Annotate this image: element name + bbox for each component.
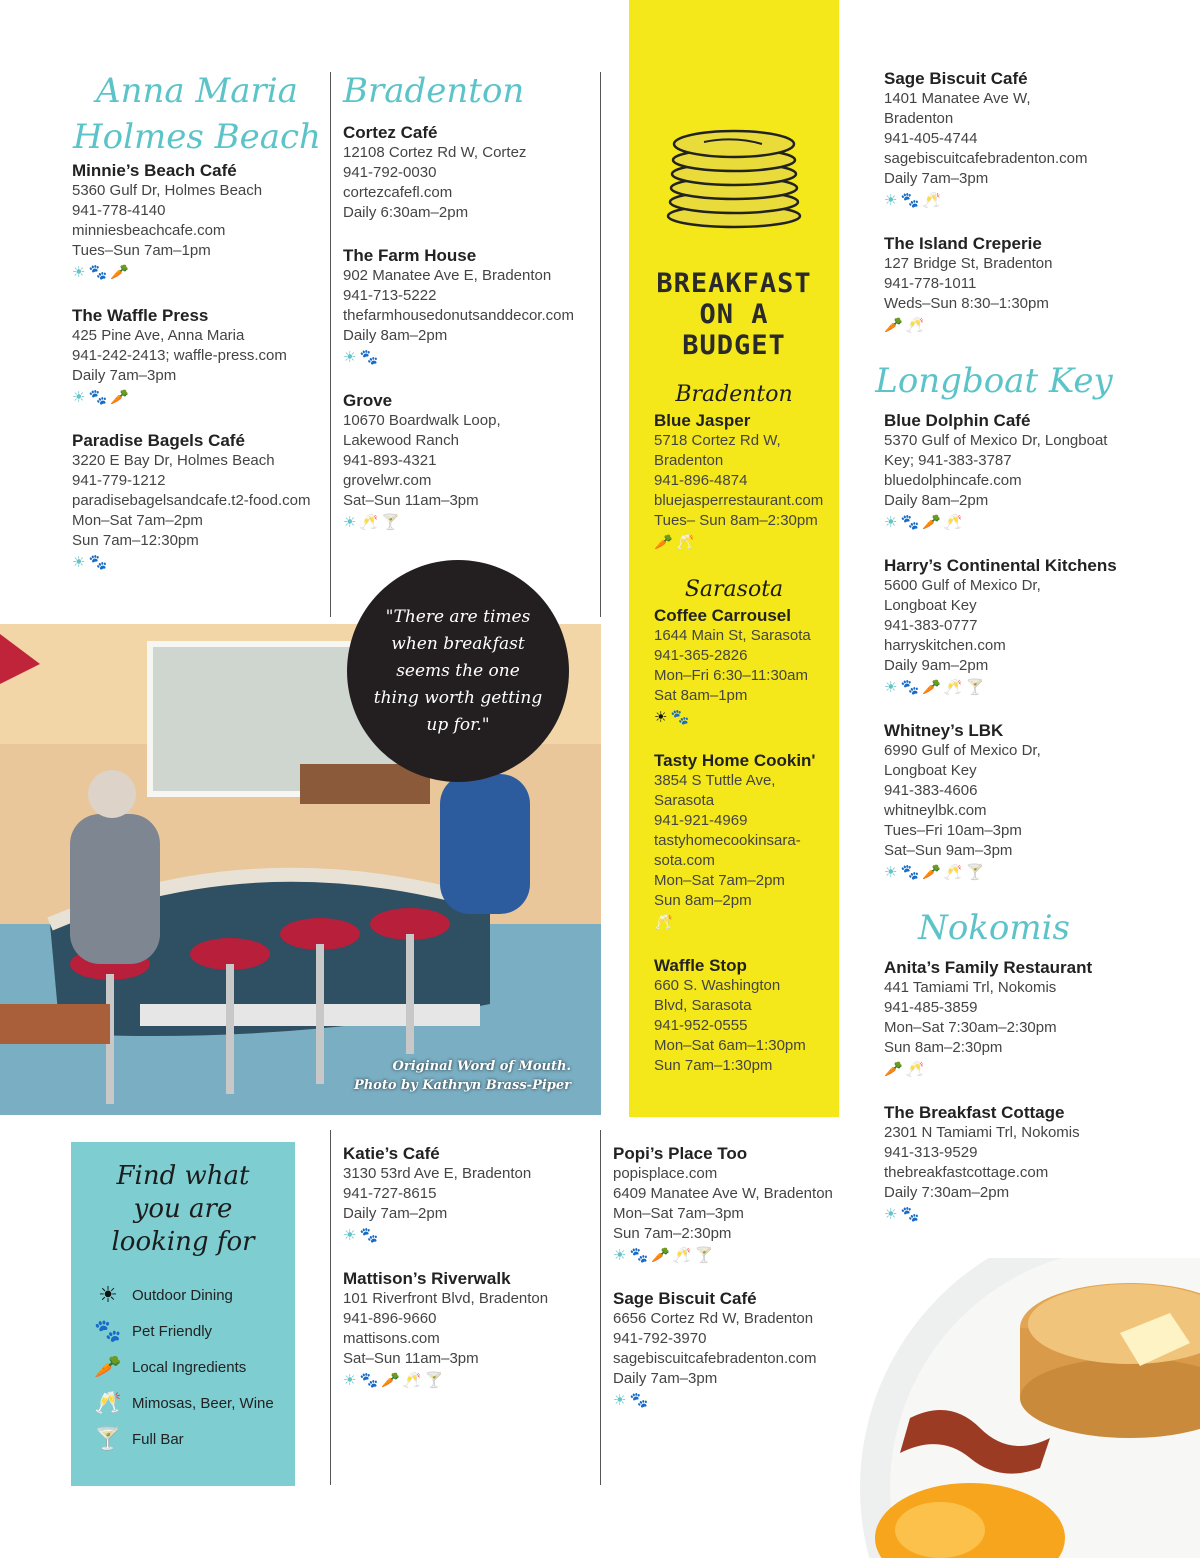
restaurant-detail: popisplace.com: [613, 1165, 718, 1182]
carrot-icon: 🥕: [381, 1372, 400, 1389]
paw-icon: 🐾: [94, 1318, 122, 1343]
paw-icon: 🐾: [359, 1372, 379, 1389]
paw-icon: 🐾: [88, 389, 108, 406]
restaurant-detail: Bradenton: [654, 452, 724, 469]
restaurant-name: Coffee Carrousel: [654, 606, 791, 625]
restaurant-detail: Sat–Sun 11am–3pm: [343, 492, 479, 509]
carrot-icon: 🥕: [922, 679, 941, 696]
restaurant-detail: 3854 S Tuttle Ave,: [654, 772, 776, 789]
section-heading-nokomis: Nokomis: [918, 908, 1070, 948]
restaurant-entry: [343, 1268, 593, 1391]
budget-sections: [654, 380, 834, 1098]
restaurant-detail: cortezcafefl.com: [343, 184, 453, 201]
legend-list: [71, 1277, 295, 1457]
restaurant-detail: Sat 8am–1pm: [654, 687, 748, 704]
restaurant-detail: Daily 7am–2pm: [343, 1205, 448, 1222]
icon-legend: [71, 1142, 295, 1486]
restaurant-name: Mattison’s Riverwalk: [343, 1269, 511, 1288]
restaurant-detail: Mon–Sat 7am–2pm: [654, 872, 785, 889]
flute-icon: 🥂: [922, 192, 941, 209]
amenity-icons: [884, 1060, 1124, 1080]
restaurant-detail: 941-896-4874: [654, 472, 748, 489]
flute-icon: 🥂: [675, 534, 695, 551]
sun-icon: ☀: [72, 554, 86, 571]
martini-icon: 🍸: [965, 679, 985, 696]
restaurant-detail: Sat–Sun 11am–3pm: [343, 1350, 479, 1367]
restaurant-detail: 441 Tamiami Trl, Nokomis: [884, 979, 1057, 996]
restaurant-detail: 2301 N Tamiami Trl, Nokomis: [884, 1124, 1080, 1141]
pancake-stack-icon: [664, 128, 804, 230]
restaurant-detail: thebreakfastcottage.com: [884, 1164, 1049, 1181]
restaurant-detail: sagebiscuitcafebradenton.com: [613, 1350, 817, 1367]
restaurant-detail: Daily 7am–3pm: [613, 1370, 718, 1387]
legend-item: [71, 1349, 295, 1385]
restaurant-detail: Blvd, Sarasota: [654, 997, 752, 1014]
restaurant-name: The Farm House: [343, 246, 477, 265]
restaurant-name: The Waffle Press: [72, 306, 209, 325]
legend-label: Mimosas, Beer, Wine: [132, 1394, 274, 1412]
restaurant-entry: [884, 410, 1124, 533]
restaurant-detail: 941-313-9529: [884, 1144, 978, 1161]
amenity-icons: [884, 678, 1124, 698]
restaurant-detail: grovelwr.com: [343, 472, 432, 489]
restaurant-entry: [884, 1102, 1124, 1225]
restaurant-detail: 425 Pine Ave, Anna Maria: [72, 327, 245, 344]
restaurant-detail: 5600 Gulf of Mexico Dr,: [884, 577, 1041, 594]
restaurant-detail: 941-242-2413; waffle-press.com: [72, 347, 287, 364]
restaurant-name: The Breakfast Cottage: [884, 1103, 1065, 1122]
amenity-icons: [884, 316, 1124, 336]
restaurant-detail: Tues–Fri 10am–3pm: [884, 822, 1022, 839]
restaurant-detail: 941-779-1212: [72, 472, 166, 489]
restaurant-entry: [613, 1288, 863, 1411]
restaurant-detail: 941-792-0030: [343, 164, 437, 181]
restaurant-detail: Tues– Sun 8am–2:30pm: [654, 512, 818, 529]
paw-icon: 🐾: [629, 1247, 649, 1264]
restaurant-entry: [343, 245, 593, 368]
flute-icon: 🥂: [359, 514, 379, 531]
flute-icon: 🥂: [402, 1372, 422, 1389]
sun-icon: ☀: [654, 709, 668, 726]
restaurant-entry: [72, 160, 322, 283]
flute-icon: 🥂: [905, 317, 925, 334]
restaurant-name: Anita’s Family Restaurant: [884, 958, 1093, 977]
restaurant-detail: 660 S. Washington: [654, 977, 781, 994]
sun-icon: ☀: [343, 1227, 357, 1244]
martini-icon: 🍸: [94, 1426, 122, 1451]
amenity-icons: [72, 263, 322, 283]
restaurant-detail: 1644 Main St, Sarasota: [654, 627, 811, 644]
restaurant-detail: minniesbeachcafe.com: [72, 222, 226, 239]
restaurant-name: Katie’s Café: [343, 1144, 440, 1163]
restaurant-list: [654, 605, 834, 1076]
photo-caption: [354, 1057, 571, 1095]
restaurant-detail: 10670 Boardwalk Loop,: [343, 412, 501, 429]
restaurant-name: Grove: [343, 391, 393, 410]
sun-icon: ☀: [884, 1206, 898, 1223]
flute-icon: 🥂: [672, 1247, 692, 1264]
restaurant-detail: Sun 7am–1:30pm: [654, 1057, 773, 1074]
bradenton-more-list: [343, 1143, 593, 1413]
carrot-icon: 🥕: [110, 389, 129, 406]
restaurant-name: Cortez Café: [343, 123, 438, 142]
legend-item: [71, 1277, 295, 1313]
sun-icon: ☀: [884, 864, 898, 881]
restaurant-name: Tasty Home Cookin': [654, 751, 816, 770]
restaurant-detail: Mon–Sat 7am–2pm: [72, 512, 203, 529]
restaurant-detail: 941-893-4321: [343, 452, 437, 469]
amenity-icons: [343, 1371, 593, 1391]
restaurant-detail: 5360 Gulf Dr, Holmes Beach: [72, 182, 263, 199]
martini-icon: 🍸: [424, 1372, 444, 1389]
restaurant-name: Whitney’s LBK: [884, 721, 1004, 740]
anna-maria-column: [72, 68, 322, 595]
column-rule: [600, 1130, 601, 1485]
restaurant-detail: 941-713-5222: [343, 287, 437, 304]
restaurant-detail: 941-778-4140: [72, 202, 166, 219]
restaurant-name: Waffle Stop: [654, 956, 747, 975]
restaurant-entry: [884, 957, 1124, 1080]
sun-icon: ☀: [884, 679, 898, 696]
carrot-icon: 🥕: [884, 1061, 903, 1078]
restaurant-entry: [884, 555, 1124, 698]
restaurant-detail: Sat–Sun 9am–3pm: [884, 842, 1013, 859]
martini-icon: 🍸: [381, 514, 400, 531]
paw-icon: 🐾: [900, 679, 920, 696]
restaurant-name: Paradise Bagels Café: [72, 431, 245, 450]
carrot-icon: 🥕: [651, 1247, 670, 1264]
amenity-icons: [654, 533, 834, 553]
restaurant-detail: 941-952-0555: [654, 1017, 748, 1034]
restaurant-entry: [884, 720, 1124, 883]
longboat-column: [875, 68, 1124, 1247]
legend-item: [71, 1421, 295, 1457]
restaurant-detail: Bradenton: [884, 110, 954, 127]
legend-label: Local Ingredients: [132, 1358, 247, 1376]
restaurant-detail: Mon–Sat 7am–3pm: [613, 1205, 744, 1222]
flute-icon: 🥂: [905, 1061, 925, 1078]
amenity-icons: [613, 1246, 863, 1266]
restaurant-detail: Daily 8am–2pm: [884, 492, 989, 509]
restaurant-entry: [654, 605, 834, 728]
restaurant-detail: 941-778-1011: [884, 275, 977, 292]
sun-icon: ☀: [72, 389, 86, 406]
legend-label: Full Bar: [132, 1430, 184, 1448]
restaurant-name: Harry’s Continental Kitchens: [884, 556, 1117, 575]
restaurant-detail: Daily 7am–3pm: [884, 170, 989, 187]
restaurant-detail: Longboat Key: [884, 597, 977, 614]
restaurant-name: Sage Biscuit Café: [884, 69, 1028, 88]
restaurant-detail: tastyhomecookinsara-: [654, 832, 801, 849]
budget-title-line: BUDGET: [682, 330, 786, 361]
restaurant-detail: Mon–Sat 6am–1:30pm: [654, 1037, 806, 1054]
sun-icon: ☀: [343, 349, 357, 366]
paw-icon: 🐾: [900, 514, 920, 531]
restaurant-name: The Island Creperie: [884, 234, 1042, 253]
restaurant-detail: Daily 6:30am–2pm: [343, 204, 469, 221]
restaurant-detail: Sun 8am–2pm: [654, 892, 752, 909]
restaurant-list: [884, 957, 1124, 1225]
restaurant-detail: 6990 Gulf of Mexico Dr,: [884, 742, 1041, 759]
budget-title-line: ON A: [699, 299, 769, 330]
restaurant-detail: 902 Manatee Ave E, Bradenton: [343, 267, 552, 284]
restaurant-entry: [343, 1143, 593, 1246]
quote-bubble: [347, 560, 569, 782]
legend-title-line: you are: [133, 1194, 233, 1224]
column-rule: [600, 72, 601, 617]
restaurant-entry: [72, 430, 322, 573]
flute-icon: 🥂: [94, 1390, 122, 1415]
restaurant-detail: Mon–Sat 7:30am–2:30pm: [884, 1019, 1057, 1036]
paw-icon: 🐾: [88, 264, 108, 281]
section-heading-bradenton: Bradenton: [343, 71, 525, 111]
amenity-icons: [884, 863, 1124, 883]
bradenton-more-list: [613, 1143, 863, 1433]
restaurant-name: Blue Dolphin Café: [884, 411, 1031, 430]
restaurant-detail: 5718 Cortez Rd W,: [654, 432, 781, 449]
restaurant-detail: 941-383-4606: [884, 782, 978, 799]
restaurant-detail: harryskitchen.com: [884, 637, 1006, 654]
legend-label: Pet Friendly: [132, 1322, 213, 1340]
carrot-icon: 🥕: [110, 264, 129, 281]
restaurant-entry: [884, 68, 1124, 211]
restaurant-entry: [654, 955, 834, 1076]
carrot-icon: 🥕: [654, 534, 673, 551]
sun-icon: ☀: [343, 514, 357, 531]
restaurant-detail: Sun 8am–2:30pm: [884, 1039, 1003, 1056]
restaurant-detail: sota.com: [654, 852, 715, 869]
restaurant-detail: 101 Riverfront Blvd, Bradenton: [343, 1290, 549, 1307]
restaurant-detail: bluejasperrestaurant.com: [654, 492, 824, 509]
restaurant-list: [654, 410, 834, 553]
budget-section-heading: Sarasota: [684, 577, 784, 602]
restaurant-detail: 941-485-3859: [884, 999, 978, 1016]
carrot-icon: 🥕: [922, 864, 941, 881]
amenity-icons: [343, 1226, 593, 1246]
caption-line: Original Word of Mouth.: [392, 1059, 571, 1074]
section-heading-longboat-key: Longboat Key: [875, 361, 1113, 401]
sun-icon: ☀: [884, 192, 898, 209]
restaurant-detail: Daily 8am–2pm: [343, 327, 448, 344]
restaurant-detail: bluedolphincafe.com: [884, 472, 1022, 489]
sun-icon: ☀: [613, 1247, 627, 1264]
restaurant-entry: [343, 390, 593, 533]
column-rule: [330, 1130, 331, 1485]
amenity-icons: [613, 1391, 863, 1411]
flute-icon: 🥂: [943, 864, 963, 881]
martini-icon: 🍸: [694, 1247, 714, 1264]
amenity-icons: [72, 553, 322, 573]
legend-title-line: looking for: [111, 1227, 255, 1257]
restaurant-detail: Lakewood Ranch: [343, 432, 459, 449]
restaurant-detail: Tues–Sun 7am–1pm: [72, 242, 211, 259]
paw-icon: 🐾: [359, 349, 379, 366]
sun-icon: ☀: [98, 1282, 118, 1307]
paw-icon: 🐾: [900, 1206, 920, 1223]
carrot-icon: 🥕: [94, 1354, 122, 1379]
restaurant-entry: [654, 750, 834, 933]
restaurant-detail: 127 Bridge St, Bradenton: [884, 255, 1053, 272]
restaurant-entry: [654, 410, 834, 553]
restaurant-detail: 3130 53rd Ave E, Bradenton: [343, 1165, 532, 1182]
amenity-icons: [884, 191, 1124, 211]
paw-icon: 🐾: [88, 554, 108, 571]
heading-line: Holmes Beach: [73, 117, 321, 157]
paw-icon: 🐾: [629, 1392, 649, 1409]
restaurant-detail: paradisebagelsandcafe.t2-food.com: [72, 492, 311, 509]
sun-icon: ☀: [343, 1372, 357, 1389]
budget-title: [629, 268, 839, 361]
amenity-icons: [72, 388, 322, 408]
paw-icon: 🐾: [359, 1227, 379, 1244]
restaurant-name: Minnie’s Beach Café: [72, 161, 237, 180]
restaurant-entry: [613, 1143, 863, 1266]
restaurant-detail: Weds–Sun 8:30–1:30pm: [884, 295, 1049, 312]
restaurant-detail: 941-896-9660: [343, 1310, 437, 1327]
flute-icon: 🥂: [654, 914, 673, 931]
restaurant-detail: 3220 E Bay Dr, Holmes Beach: [72, 452, 275, 469]
martini-icon: 🍸: [965, 864, 985, 881]
paw-icon: 🐾: [900, 864, 920, 881]
restaurant-name: Blue Jasper: [654, 411, 751, 430]
sun-icon: ☀: [884, 514, 898, 531]
restaurant-detail: Daily 9am–2pm: [884, 657, 989, 674]
restaurant-detail: thefarmhousedonutsanddecor.com: [343, 307, 574, 324]
restaurant-detail: Sarasota: [654, 792, 715, 809]
restaurant-detail: Daily 7:30am–2pm: [884, 1184, 1010, 1201]
restaurant-detail: Longboat Key: [884, 762, 977, 779]
restaurant-entry: [343, 122, 593, 223]
amenity-icons: [654, 708, 834, 728]
bradenton-column: [343, 68, 593, 555]
restaurant-detail: whitneylbk.com: [884, 802, 987, 819]
restaurant-detail: 941-383-0777: [884, 617, 978, 634]
restaurant-detail: 941-792-3970: [613, 1330, 707, 1347]
flute-icon: 🥂: [943, 679, 963, 696]
restaurant-detail: 941-727-8615: [343, 1185, 437, 1202]
legend-title: [71, 1160, 295, 1259]
amenity-icons: [654, 913, 834, 933]
quote-text: "There are times when breakfast seems the one thing worth getting up for.": [373, 606, 543, 735]
restaurant-detail: 12108 Cortez Rd W, Cortez: [343, 144, 527, 161]
restaurant-detail: Daily 7am–3pm: [72, 367, 177, 384]
amenity-icons: [884, 1205, 1124, 1225]
amenity-icons: [343, 513, 593, 533]
legend-label: Outdoor Dining: [132, 1286, 233, 1304]
restaurant-detail: 1401 Manatee Ave W,: [884, 90, 1031, 107]
restaurant-detail: Key; 941-383-3787: [884, 452, 1012, 469]
pancake-plate-photo: [830, 1258, 1200, 1558]
legend-title-line: Find what: [116, 1161, 250, 1191]
carrot-icon: 🥕: [922, 514, 941, 531]
restaurant-detail: 6409 Manatee Ave W, Bradenton: [613, 1185, 833, 1202]
restaurant-detail: Mon–Fri 6:30–11:30am: [654, 667, 808, 684]
amenity-icons: [343, 348, 593, 368]
carrot-icon: 🥕: [884, 317, 903, 334]
restaurant-list: [72, 160, 322, 573]
restaurant-name: Popi’s Place Too: [613, 1144, 748, 1163]
restaurant-detail: 941-365-2826: [654, 647, 748, 664]
sun-icon: ☀: [72, 264, 86, 281]
sun-icon: ☀: [613, 1392, 627, 1409]
budget-section-heading: Bradenton: [675, 382, 793, 407]
caption-credit: Photo by Kathryn Brass-Piper: [353, 1078, 571, 1093]
flute-icon: 🥂: [943, 514, 963, 531]
restaurant-detail: Sun 7am–12:30pm: [72, 532, 199, 549]
restaurant-entry: [884, 233, 1124, 336]
restaurant-detail: sagebiscuitcafebradenton.com: [884, 150, 1088, 167]
restaurant-list: [884, 68, 1124, 336]
section-heading-anna-maria: [52, 68, 342, 160]
restaurant-entry: [72, 305, 322, 408]
restaurant-detail: 941-921-4969: [654, 812, 748, 829]
restaurant-detail: 5370 Gulf of Mexico Dr, Longboat: [884, 432, 1108, 449]
restaurant-list: [343, 122, 593, 533]
restaurant-detail: 6656 Cortez Rd W, Bradenton: [613, 1310, 814, 1327]
legend-item: [71, 1313, 295, 1349]
restaurant-detail: Sun 7am–2:30pm: [613, 1225, 732, 1242]
restaurant-name: Sage Biscuit Café: [613, 1289, 757, 1308]
legend-item: [71, 1385, 295, 1421]
budget-title-line: BREAKFAST: [656, 268, 812, 299]
breakfast-budget-panel: [629, 0, 839, 1117]
amenity-icons: [884, 513, 1124, 533]
paw-icon: 🐾: [900, 192, 920, 209]
paw-icon: 🐾: [670, 709, 690, 726]
restaurant-detail: 941-405-4744: [884, 130, 978, 147]
restaurant-detail: mattisons.com: [343, 1330, 440, 1347]
restaurant-list: [884, 410, 1124, 883]
heading-line: Anna Maria: [96, 71, 298, 111]
